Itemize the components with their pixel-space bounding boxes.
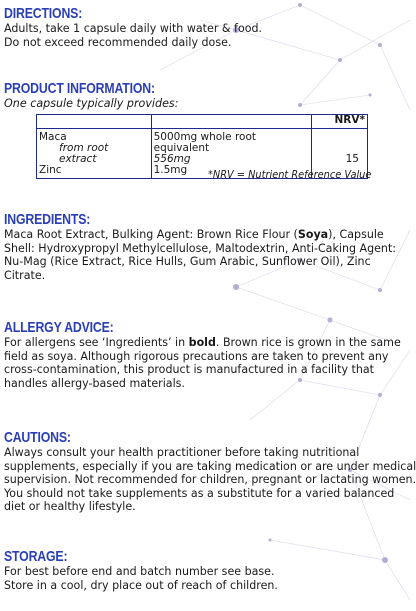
cautions-heading: CAUTIONS: <box>4 429 71 446</box>
ingredients-text: Maca Root Extract, Bulking Agent: Brown Rice Flour (Soya), Capsule Shell: Hydroxypropyl Methylcellulose, Maltodextrin, Anti-Caking Agent: Nu-Mag (Rice Extract, Rice Hulls, Gum Arabic, Sunflower Oil), Zinc Citrate. <box>4 227 397 282</box>
ingredients-heading: INGREDIENTS: <box>4 211 91 228</box>
directions-section <box>4 6 412 49</box>
directions-line: Adults, take 1 capsule daily with water & food. <box>4 21 263 35</box>
cautions-section <box>4 429 416 514</box>
allergy-heading: ALLERGY ADVICE: <box>4 319 114 336</box>
zinc-name: Zinc <box>39 164 62 176</box>
product-info-section <box>4 81 412 110</box>
directions-heading: DIRECTIONS: <box>4 5 83 22</box>
maca-sub: from root extract <box>59 142 109 165</box>
nrv-header: NRV* <box>312 115 368 129</box>
product-info-subheading: One capsule typically provides: <box>4 96 179 110</box>
storage-line: For best before end and batch number see base. <box>4 564 275 578</box>
zinc-nrv: 15 <box>345 153 359 165</box>
zinc-amount: 1.5mg <box>153 164 188 176</box>
allergy-section <box>4 320 412 390</box>
cautions-text: Always consult your health practitioner before taking nutritional supplements, especially if you are taking medication or are under medical supervision. Not recommended for children, pregnant or lactating women. You should not take supplements as a substitute for a varied balanced diet or healthy lifestyle. <box>4 445 416 514</box>
table-row <box>37 115 368 129</box>
storage-heading: STORAGE: <box>4 548 68 565</box>
maca-name: Maca <box>39 131 67 143</box>
maca-amount-sub: 556mg <box>153 153 191 165</box>
storage-section <box>4 549 412 592</box>
allergy-text: For allergens see ‘Ingredients’ in bold. Brown rice is grown in the same field as soya. Although rigorous precautions are taken to prevent any cross-contamination, this product is manufactured in a facility that handles allergy-based materials. <box>4 335 401 390</box>
ingredients-section <box>4 212 412 282</box>
nrv-footnote: *NRV = Nutrient Reference Value <box>208 169 372 181</box>
maca-amount: 5000mg whole root equivalent <box>153 131 256 154</box>
storage-line: Store in a cool, dry place out of reach of children. <box>4 577 278 592</box>
directions-line: Do not exceed recommended daily dose. <box>4 34 232 49</box>
product-info-heading: PRODUCT INFORMATION: <box>4 80 155 97</box>
